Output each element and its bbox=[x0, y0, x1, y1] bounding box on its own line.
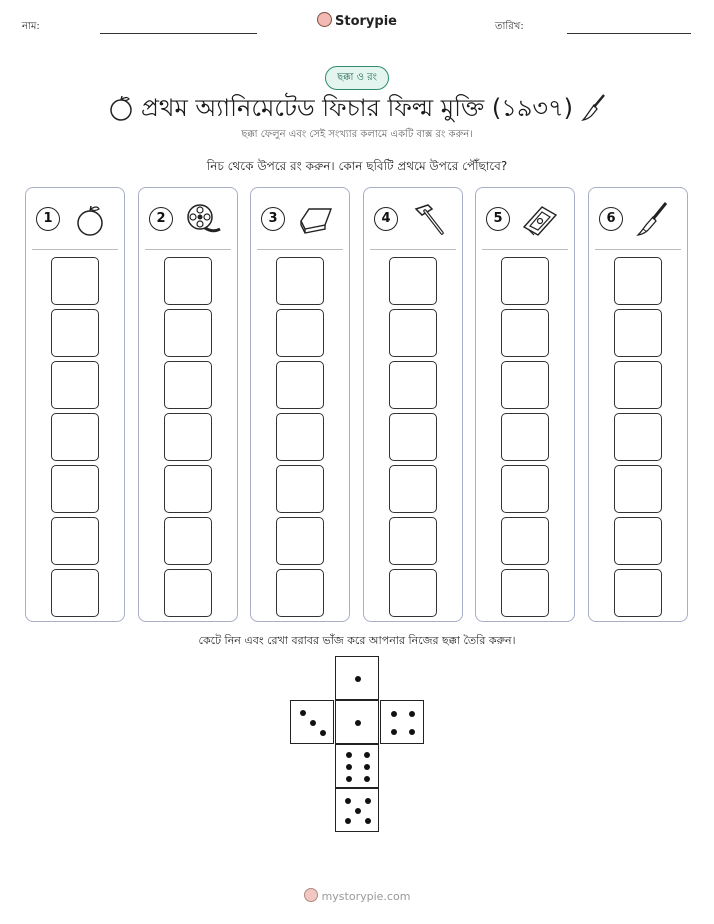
color-box[interactable] bbox=[51, 465, 99, 513]
apple-icon bbox=[70, 199, 110, 239]
column-number: 2 bbox=[149, 207, 173, 231]
color-box[interactable] bbox=[614, 465, 662, 513]
column-divider bbox=[595, 249, 681, 250]
column-divider bbox=[370, 249, 456, 250]
name-label: নাম: bbox=[22, 21, 40, 32]
color-box[interactable] bbox=[276, 257, 324, 305]
color-box[interactable] bbox=[501, 569, 549, 617]
color-box[interactable] bbox=[51, 413, 99, 461]
color-box[interactable] bbox=[276, 413, 324, 461]
pip bbox=[355, 808, 361, 814]
color-box[interactable] bbox=[501, 309, 549, 357]
logo-text: Storypie bbox=[335, 14, 397, 29]
name-line[interactable] bbox=[100, 33, 257, 34]
pip bbox=[391, 711, 397, 717]
color-box[interactable] bbox=[501, 257, 549, 305]
color-box[interactable] bbox=[614, 257, 662, 305]
die-net bbox=[290, 656, 426, 836]
pip bbox=[409, 711, 415, 717]
color-box[interactable] bbox=[389, 465, 437, 513]
pip bbox=[365, 818, 371, 824]
column-number: 1 bbox=[36, 207, 60, 231]
color-box[interactable] bbox=[276, 465, 324, 513]
pip bbox=[345, 818, 351, 824]
footer bbox=[0, 888, 714, 903]
page-subtitle: ছক্কা ফেলুন এবং সেই সংখ্যার কলামে একটি বাক্স রং করুন। bbox=[241, 129, 473, 140]
die-face-1 bbox=[335, 656, 379, 700]
color-box[interactable] bbox=[389, 569, 437, 617]
column-number: 5 bbox=[486, 207, 510, 231]
color-box[interactable] bbox=[614, 361, 662, 409]
color-box[interactable] bbox=[389, 257, 437, 305]
pip bbox=[355, 720, 361, 726]
pig-icon bbox=[317, 12, 332, 27]
color-box[interactable] bbox=[164, 517, 212, 565]
color-box[interactable] bbox=[501, 465, 549, 513]
die-face-3 bbox=[290, 700, 334, 744]
coffin-icon bbox=[295, 199, 335, 239]
footer-pig-icon bbox=[304, 888, 318, 902]
film-reel-icon bbox=[183, 199, 223, 239]
color-box[interactable] bbox=[51, 257, 99, 305]
color-box[interactable] bbox=[51, 569, 99, 617]
pip bbox=[391, 729, 397, 735]
color-box[interactable] bbox=[276, 309, 324, 357]
column-divider bbox=[257, 249, 343, 250]
hammer-icon bbox=[408, 199, 448, 239]
race-column-5 bbox=[475, 187, 575, 622]
race-column-3 bbox=[250, 187, 350, 622]
color-box[interactable] bbox=[276, 361, 324, 409]
die-face-1 bbox=[335, 700, 379, 744]
race-column-4 bbox=[363, 187, 463, 622]
pip bbox=[346, 776, 352, 782]
column-number: 4 bbox=[374, 207, 398, 231]
color-box[interactable] bbox=[164, 257, 212, 305]
pip bbox=[310, 720, 316, 726]
column-number: 6 bbox=[599, 207, 623, 231]
date-label: তারিখ: bbox=[495, 21, 524, 32]
pip bbox=[364, 752, 370, 758]
column-number: 3 bbox=[261, 207, 285, 231]
coloring-instruction: নিচ থেকে উপরে রং করুন। কোন ছবিটি প্রথমে উপরে পৌঁছাবে? bbox=[206, 159, 508, 173]
pip bbox=[320, 730, 326, 736]
date-line[interactable] bbox=[567, 33, 691, 34]
pip bbox=[300, 710, 306, 716]
footer-url: mystorypie.com bbox=[321, 890, 411, 903]
pip bbox=[345, 798, 351, 804]
color-box[interactable] bbox=[389, 309, 437, 357]
page-title: প্রথম অ্যানিমেটেড ফিচার ফিল্ম মুক্তি (১৯৩৭) bbox=[141, 94, 573, 122]
pip bbox=[364, 776, 370, 782]
color-box[interactable] bbox=[164, 309, 212, 357]
color-box[interactable] bbox=[51, 517, 99, 565]
color-box[interactable] bbox=[164, 361, 212, 409]
color-box[interactable] bbox=[389, 517, 437, 565]
color-box[interactable] bbox=[501, 361, 549, 409]
color-box[interactable] bbox=[501, 517, 549, 565]
pip bbox=[365, 798, 371, 804]
pip bbox=[355, 676, 361, 682]
title-paintbrush-icon bbox=[580, 92, 608, 122]
storypie-logo bbox=[0, 12, 714, 29]
color-box[interactable] bbox=[614, 517, 662, 565]
color-box[interactable] bbox=[164, 569, 212, 617]
color-box[interactable] bbox=[614, 309, 662, 357]
die-face-5 bbox=[335, 788, 379, 832]
pip bbox=[409, 729, 415, 735]
pip bbox=[364, 764, 370, 770]
race-column-1 bbox=[25, 187, 125, 622]
color-box[interactable] bbox=[614, 569, 662, 617]
die-face-6 bbox=[335, 744, 379, 788]
column-divider bbox=[32, 249, 118, 250]
cut-instruction: কেটে নিন এবং রেখা বরাবর ভাঁজ করে আপনার নিজের ছক্কা তৈরি করুন। bbox=[198, 634, 516, 647]
color-box[interactable] bbox=[164, 465, 212, 513]
color-box[interactable] bbox=[276, 569, 324, 617]
race-column-6 bbox=[588, 187, 688, 622]
color-box[interactable] bbox=[501, 413, 549, 461]
column-divider bbox=[482, 249, 568, 250]
pip bbox=[346, 764, 352, 770]
color-box[interactable] bbox=[389, 413, 437, 461]
color-box[interactable] bbox=[389, 361, 437, 409]
color-box[interactable] bbox=[51, 309, 99, 357]
race-column-2 bbox=[138, 187, 238, 622]
die-face-4 bbox=[380, 700, 424, 744]
color-box[interactable] bbox=[51, 361, 99, 409]
color-box[interactable] bbox=[276, 517, 324, 565]
column-divider bbox=[145, 249, 231, 250]
mousetrap-icon bbox=[520, 199, 560, 239]
paintbrush-icon bbox=[633, 199, 673, 239]
color-box[interactable] bbox=[164, 413, 212, 461]
activity-badge: ছক্কা ও রং bbox=[325, 66, 389, 90]
color-box[interactable] bbox=[614, 413, 662, 461]
pip bbox=[346, 752, 352, 758]
